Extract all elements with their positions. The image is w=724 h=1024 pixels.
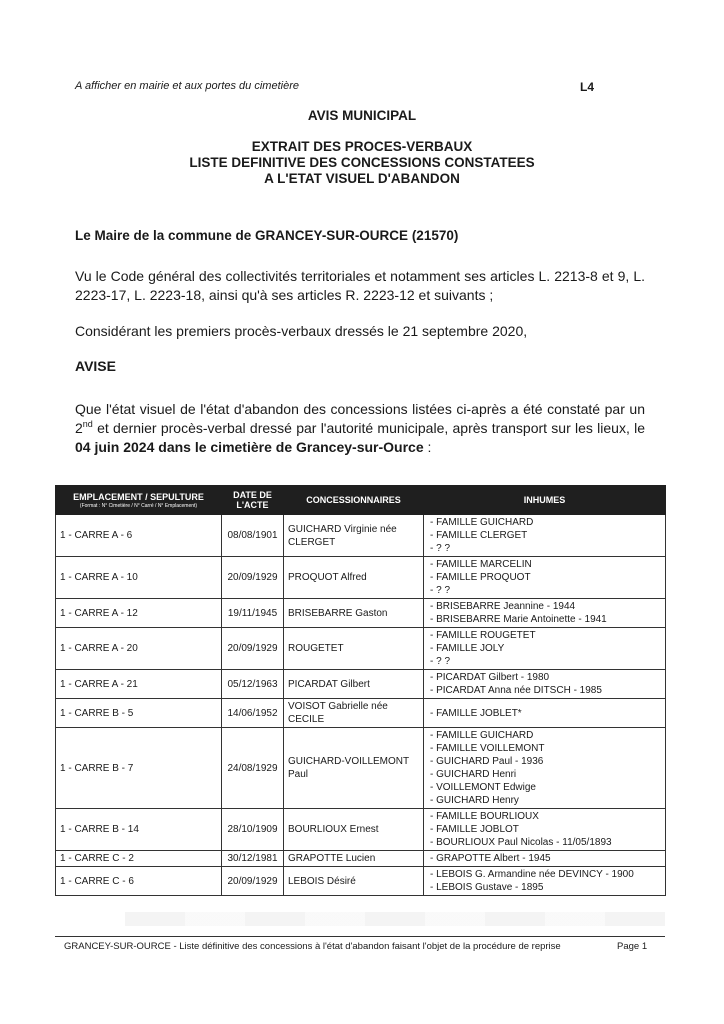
- cell-emplacement: 1 - CARRE A - 21: [56, 670, 222, 699]
- inhume-entry: - VOILLEMONT Edwige: [430, 782, 536, 793]
- inhume-entry: - PICARDAT Anna née DITSCH - 1985: [430, 685, 602, 696]
- subtitle-line-3: A L'ETAT VISUEL D'ABANDON: [264, 171, 460, 186]
- cell-concessionnaire: VOISOT Gabrielle née CECILE: [284, 699, 424, 728]
- inhume-entry: - FAMILLE BOURLIOUX: [430, 811, 539, 822]
- cell-inhumes: [424, 867, 666, 896]
- table-row: [56, 809, 666, 851]
- cell-concessionnaire: GUICHARD Virginie née CLERGET: [284, 515, 424, 557]
- subtitle-line-2: LISTE DEFINITIVE DES CONCESSIONS CONSTATEES: [189, 155, 535, 170]
- cell-date: 28/10/1909: [222, 809, 284, 851]
- footer-text: GRANCEY-SUR-OURCE - Liste définitive des concessions à l'état d'abandon faisant l'objet de la procédure de reprise: [64, 941, 561, 952]
- inhume-entry: - GUICHARD Henry: [430, 795, 519, 806]
- cell-concessionnaire: BRISEBARRE Gaston: [284, 599, 424, 628]
- cell-date: 14/06/1952: [222, 699, 284, 728]
- cell-concessionnaire: LEBOIS Désiré: [284, 867, 424, 896]
- inhume-entry: - ? ?: [430, 585, 451, 596]
- header-emplacement-format: (Format : N° Cimetière / N° Carré / N° Emplacement): [79, 502, 198, 509]
- cell-emplacement: 1 - CARRE A - 20: [56, 628, 222, 670]
- inhume-entry: - BOURLIOUX Paul Nicolas - 11/05/1893: [430, 837, 612, 848]
- cell-date: 08/08/1901: [222, 515, 284, 557]
- inhume-entry: - FAMILLE JOBLET*: [430, 707, 522, 719]
- cell-concessionnaire: BOURLIOUX Ernest: [284, 809, 424, 851]
- table-row: [56, 628, 666, 670]
- cell-inhumes: [424, 599, 666, 628]
- inhume-entry: - FAMILLE JOLY: [430, 643, 505, 654]
- notice-superscript: nd: [82, 419, 93, 429]
- inhume-entry: - BRISEBARRE Marie Antoinette - 1941: [430, 614, 607, 625]
- notice-text-b: et dernier procès-verbal dressé par l'autorité municipale, après transport sur les lieux, le: [92, 420, 645, 436]
- concessions-table: [55, 485, 666, 896]
- concessions-table-wrapper: [55, 485, 665, 896]
- cell-date: 20/09/1929: [222, 557, 284, 599]
- cell-date: 20/09/1929: [222, 628, 284, 670]
- inhume-entry: - ? ?: [430, 543, 451, 554]
- inhume-entry: - LEBOIS G. Armandine née DEVINCY - 1900: [430, 869, 634, 880]
- table-header-row: [56, 486, 666, 515]
- cell-inhumes: [424, 809, 666, 851]
- inhume-entry: - ? ?: [430, 656, 451, 667]
- inhume-entry: - LEBOIS Gustave - 1895: [430, 882, 544, 893]
- legal-basis-paragraph: Vu le Code général des collectivités territoriales et notamment ses articles L. 2213-8 et 9, L. 2223-17, L. 2223-18, ainsi qu'à ses articles R. 2223-12 et suivants ;: [75, 268, 645, 303]
- inhume-entry: - PICARDAT Gilbert - 1980: [430, 672, 550, 683]
- cell-emplacement: 1 - CARRE B - 5: [56, 699, 222, 728]
- notice-date-location: 04 juin 2024 dans le cimetière de Grancey-sur-Ource: [75, 439, 424, 455]
- table-row: [56, 728, 666, 809]
- notice-text-c: :: [423, 439, 432, 455]
- inhume-entry: - FAMILLE GUICHARD: [430, 517, 534, 528]
- table-row: [56, 557, 666, 599]
- table-row: [56, 599, 666, 628]
- table-body: [56, 515, 666, 896]
- cell-inhumes: [424, 728, 666, 809]
- cell-concessionnaire: PROQUOT Alfred: [284, 557, 424, 599]
- header-inhumes: INHUMES: [424, 486, 666, 515]
- inhume-entry: - FAMILLE VOILLEMONT: [430, 743, 545, 754]
- table-row: [56, 851, 666, 867]
- page-number: Page 1: [617, 941, 648, 952]
- cell-inhumes: [424, 515, 666, 557]
- inhume-entry: - FAMILLE PROQUOT: [430, 572, 531, 583]
- subtitle-line-1: EXTRAIT DES PROCES-VERBAUX: [251, 139, 473, 154]
- inhume-entry: - FAMILLE JOBLOT: [430, 824, 519, 835]
- document-reference: L4: [580, 80, 595, 94]
- subtitle-block: [0, 139, 724, 187]
- cell-concessionnaire: PICARDAT Gilbert: [284, 670, 424, 699]
- header-concessionnaires: CONCESSIONNAIRES: [284, 486, 424, 515]
- table-row: [56, 670, 666, 699]
- footer-divider: [55, 936, 665, 937]
- cell-date: 05/12/1963: [222, 670, 284, 699]
- inhume-entry: - BRISEBARRE Jeannine - 1944: [430, 601, 576, 612]
- faint-background-text: [125, 912, 665, 926]
- cell-inhumes: [424, 670, 666, 699]
- avise-heading: AVISE: [75, 358, 116, 374]
- table-row: [56, 515, 666, 557]
- main-title: AVIS MUNICIPAL: [307, 108, 417, 123]
- header-emplacement: EMPLACEMENT / SEPULTURE (Format : N° Cimetière / N° Carré / N° Emplacement): [56, 486, 222, 515]
- inhume-entry: - GRAPOTTE Albert - 1945: [430, 853, 551, 864]
- table-row: [56, 699, 666, 728]
- cell-emplacement: 1 - CARRE C - 2: [56, 851, 222, 867]
- inhume-entry: - GUICHARD Paul - 1936: [430, 756, 544, 767]
- posting-note: A afficher en mairie et aux portes du cimetière: [75, 80, 299, 92]
- inhume-entry: - FAMILLE CLERGET: [430, 530, 528, 541]
- inhume-entry: - GUICHARD Henri: [430, 769, 517, 780]
- cell-emplacement: 1 - CARRE B - 7: [56, 728, 222, 809]
- cell-date: 20/09/1929: [222, 867, 284, 896]
- cell-inhumes: [424, 699, 666, 728]
- mayor-heading: Le Maire de la commune de GRANCEY-SUR-OURCE (21570): [75, 228, 459, 243]
- notice-paragraph: [75, 400, 645, 457]
- cell-inhumes: [424, 557, 666, 599]
- cell-emplacement: 1 - CARRE A - 12: [56, 599, 222, 628]
- cell-inhumes: [424, 628, 666, 670]
- cell-concessionnaire: GUICHARD-VOILLEMONT Paul: [284, 728, 424, 809]
- cell-date: 19/11/1945: [222, 599, 284, 628]
- considering-paragraph: Considérant les premiers procès-verbaux dressés le 21 septembre 2020,: [75, 323, 528, 339]
- table-row: [56, 867, 666, 896]
- cell-date: 30/12/1981: [222, 851, 284, 867]
- inhume-entry: - FAMILLE MARCELIN: [430, 559, 532, 570]
- header-date: DATE DE L'ACTE: [222, 486, 284, 515]
- cell-emplacement: 1 - CARRE A - 10: [56, 557, 222, 599]
- inhume-entry: - FAMILLE ROUGETET: [430, 630, 536, 641]
- cell-inhumes: [424, 851, 666, 867]
- cell-emplacement: 1 - CARRE A - 6: [56, 515, 222, 557]
- cell-emplacement: 1 - CARRE B - 14: [56, 809, 222, 851]
- cell-concessionnaire: GRAPOTTE Lucien: [284, 851, 424, 867]
- cell-concessionnaire: ROUGETET: [284, 628, 424, 670]
- cell-date: 24/08/1929: [222, 728, 284, 809]
- inhume-entry: - FAMILLE GUICHARD: [430, 730, 534, 741]
- notice-text-a: Que l'état visuel de l'état d'abandon des concessions listées ci-après a été constaté par un 2: [75, 401, 645, 436]
- cell-emplacement: 1 - CARRE C - 6: [56, 867, 222, 896]
